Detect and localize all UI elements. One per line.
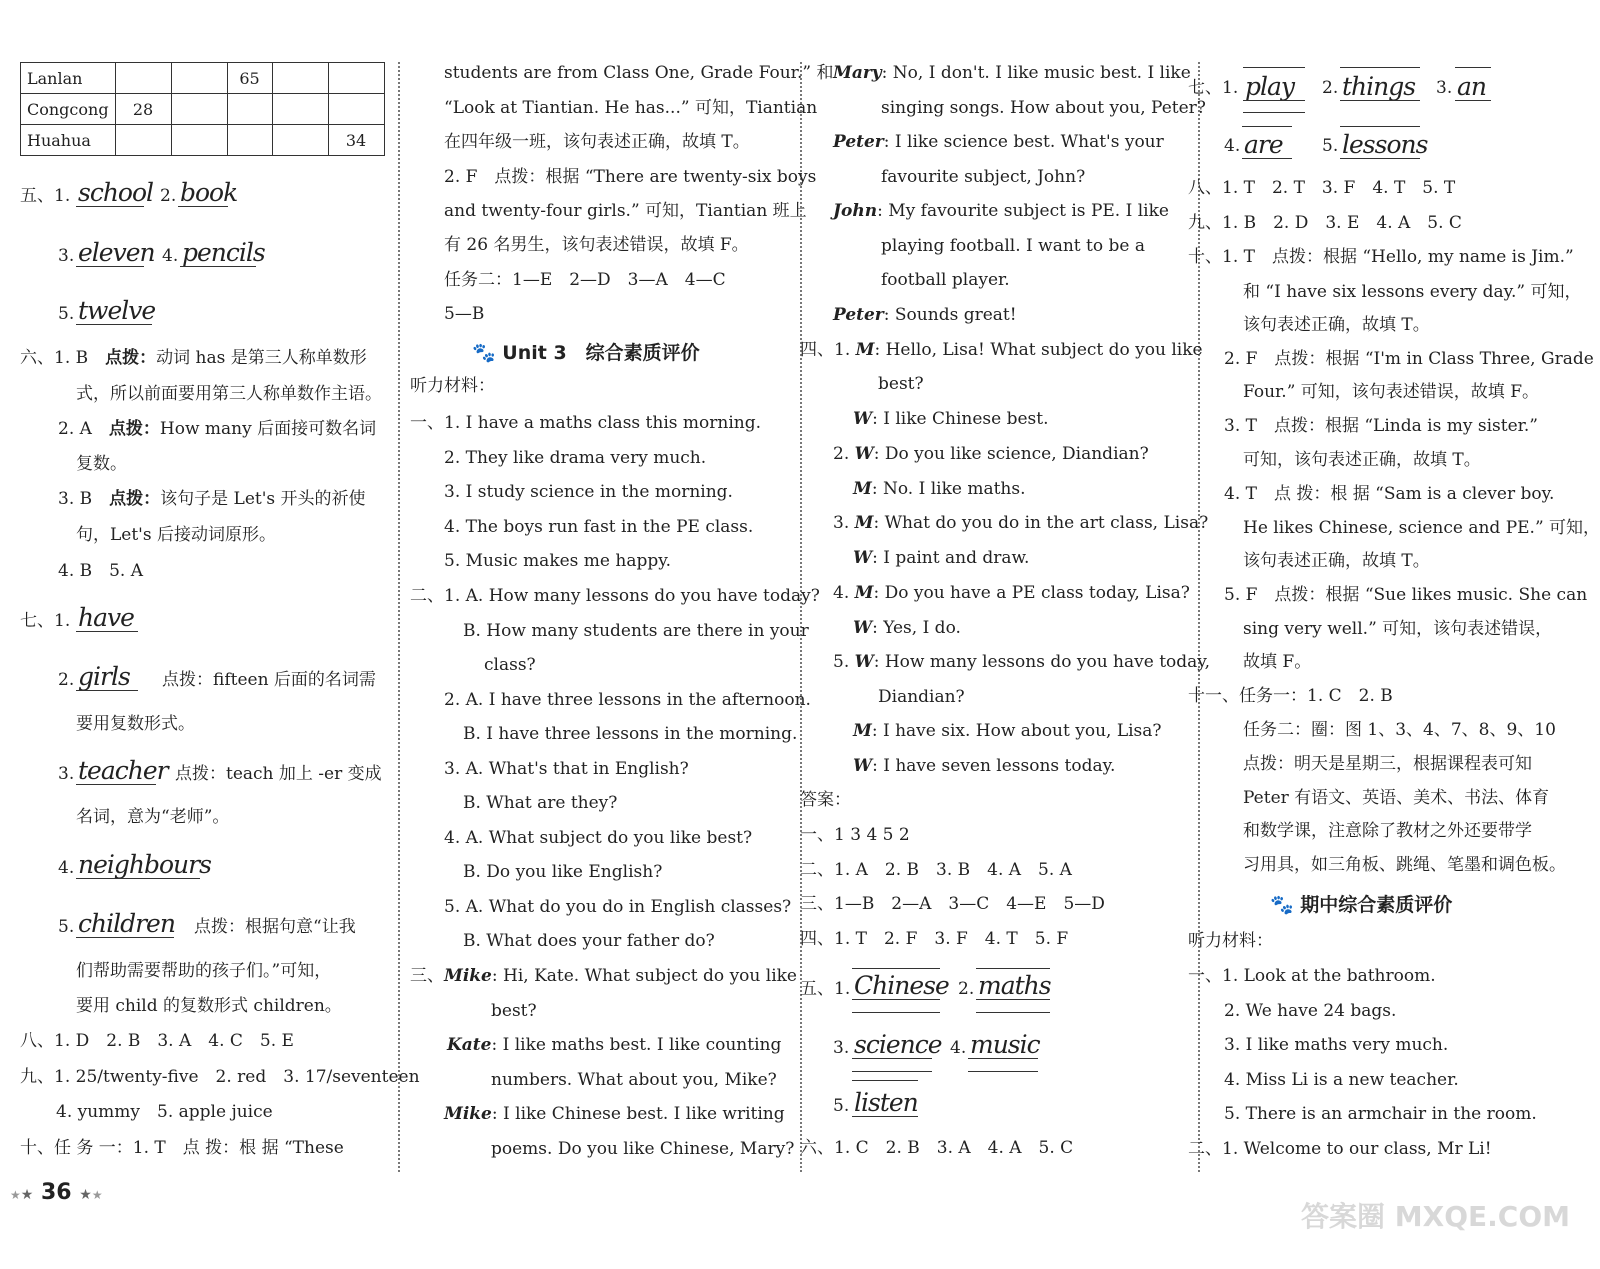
text-line: 2. A 点拨：How many 后面接可数名词 xyxy=(58,419,377,439)
dialog-line: 四、1. M: Hello, Lisa! What subject do you like xyxy=(800,340,1203,360)
handwritten-answer: neighbours xyxy=(78,850,211,879)
table-row xyxy=(21,63,385,94)
text-line: 十一、任务一：1. C 2. B xyxy=(1188,686,1393,706)
dialog-line: favourite subject, John? xyxy=(881,167,1086,187)
text-line: 九、1. B 2. D 3. E 4. A 5. C xyxy=(1188,213,1462,233)
text-line: 4. B 5. A xyxy=(58,561,144,581)
item-number: 4. xyxy=(162,246,179,266)
dialog-line: Peter: Sounds great! xyxy=(833,305,1017,325)
writing-line xyxy=(968,1058,1038,1059)
paw-icon: 🐾 xyxy=(472,342,496,364)
text-line: B. Do you like English? xyxy=(463,862,663,882)
writing-line xyxy=(76,784,156,785)
text-line: 六、1. B 点拨：动词 has 是第三人称单数形 xyxy=(20,348,367,368)
table-cell xyxy=(328,94,384,125)
item-number: 5. xyxy=(58,917,75,937)
text-line: 句，Let's 后接动词原形。 xyxy=(76,525,276,545)
text-line: 4. yummy 5. apple juice xyxy=(56,1102,273,1122)
text-line: B. What are they? xyxy=(463,793,618,813)
writing-line xyxy=(852,1058,932,1059)
dialog-line: 3. M: What do you do in the art class, Lisa? xyxy=(833,513,1209,533)
text-line: 三、1—B 2—A 3—C 4—E 5—D xyxy=(800,894,1105,914)
text-line: 和数学课，注意除了教材之外还要带学 xyxy=(1243,821,1532,841)
text-line: 4. The boys run fast in the PE class. xyxy=(444,517,754,537)
item-number: 5. xyxy=(833,1096,850,1116)
text-line: 一、1 3 4 5 2 xyxy=(800,825,910,845)
dialog-line: football player. xyxy=(881,270,1010,290)
dialog-line: best? xyxy=(491,1001,537,1021)
dialog-line: M: I have six. How about you, Lisa? xyxy=(853,721,1162,741)
score-table xyxy=(20,62,385,156)
item-number: 4. xyxy=(1224,136,1241,156)
text-line: 十、1. T 点拨：根据 “Hello, my name is Jim.” xyxy=(1188,247,1574,267)
section-number: 七、1. xyxy=(20,611,71,631)
writing-line xyxy=(1340,126,1420,127)
writing-line xyxy=(852,968,940,969)
dialog-line: W: I paint and draw. xyxy=(853,548,1030,568)
item-number: 4. xyxy=(950,1038,967,1058)
table-row xyxy=(21,94,385,125)
tip-text: 名词，意为“老师”。 xyxy=(76,807,230,827)
section-heading: 🐾 期中综合素质评价 xyxy=(1270,894,1453,916)
writing-line xyxy=(76,206,144,207)
text-line: 2. We have 24 bags. xyxy=(1224,1001,1397,1021)
column-divider xyxy=(398,62,400,1172)
text-line: 任务二：圈：图 1、3、4、7、8、9、10 xyxy=(1243,720,1556,740)
table-cell: Congcong xyxy=(21,94,116,125)
handwritten-answer: school xyxy=(78,178,154,207)
text-line: 3. A. What's that in English? xyxy=(444,759,689,779)
text-line: Peter 有语文、英语、美术、书法、体育 xyxy=(1243,788,1550,808)
writing-line xyxy=(76,324,152,325)
text-line: 该句表述正确，故填 T。 xyxy=(1243,315,1430,335)
table-cell xyxy=(171,125,227,156)
handwritten-answer: twelve xyxy=(78,296,156,325)
writing-line xyxy=(76,937,174,938)
item-number: 2. xyxy=(1322,78,1339,98)
tip-text: 要用 child 的复数形式 children。 xyxy=(76,996,342,1016)
text-line: 二、1. Welcome to our class, Mr Li! xyxy=(1188,1139,1492,1159)
text-line: 该句表述正确，故填 T。 xyxy=(1243,551,1430,571)
handwritten-answer: music xyxy=(970,1030,1040,1059)
writing-line xyxy=(1243,67,1305,68)
text-line: 和 “I have six lessons every day.” 可知， xyxy=(1243,282,1582,302)
text-line: 听力材料： xyxy=(410,376,495,396)
dialog-line: 4. M: Do you have a PE class today, Lisa? xyxy=(833,583,1190,603)
handwritten-answer: Chinese xyxy=(854,971,949,1000)
handwritten-answer: children xyxy=(78,909,175,938)
text-line: Four.” 可知，该句表述错误，故填 F。 xyxy=(1243,382,1540,402)
text-line: B. I have three lessons in the morning. xyxy=(463,724,798,744)
text-line: 六、1. C 2. B 3. A 4. A 5. C xyxy=(800,1138,1074,1158)
text-line: sing very well.” 可知，该句表述错误， xyxy=(1243,619,1553,639)
dialog-line: poems. Do you like Chinese, Mary? xyxy=(491,1139,795,1159)
handwritten-answer: have xyxy=(78,603,134,632)
text-line: 听力材料： xyxy=(1188,931,1273,951)
star-icon: ★ xyxy=(91,1188,103,1202)
handwritten-answer: lessons xyxy=(1342,130,1428,159)
table-row xyxy=(21,125,385,156)
text-line: and twenty-four girls.” 可知，Tiantian 班上 xyxy=(444,201,807,221)
star-icon: ★ xyxy=(79,1187,92,1203)
section-number: 五、1. xyxy=(800,979,851,999)
page-number: ★★ 36 ★★ xyxy=(10,1180,103,1205)
writing-line xyxy=(180,266,256,267)
text-line: He likes Chinese, science and PE.” 可知， xyxy=(1243,518,1600,538)
text-line: 复数。 xyxy=(76,454,127,474)
text-line: 4. T 点 拨：根 据 “Sam is a clever boy. xyxy=(1224,484,1555,504)
writing-line xyxy=(1455,100,1491,101)
handwritten-answer: teacher xyxy=(78,756,168,785)
writing-line xyxy=(1242,158,1292,159)
table-cell xyxy=(227,94,272,125)
dialog-line: playing football. I want to be a xyxy=(881,236,1145,256)
dialog-line: W: Yes, I do. xyxy=(853,618,961,638)
text-line: 四、1. T 2. F 3. F 4. T 5. F xyxy=(800,929,1069,949)
text-line: 4. A. What subject do you like best? xyxy=(444,828,753,848)
text-line: 十、任 务 一：1. T 点 拨：根 据 “These xyxy=(20,1138,344,1158)
dialog-line: numbers. What about you, Mike? xyxy=(491,1070,777,1090)
text-line: “Look at Tiantian. He has...” 可知，Tiantian xyxy=(444,98,818,118)
writing-line xyxy=(76,631,138,632)
dialog-line: 2. W: Do you like science, Diandian? xyxy=(833,444,1149,464)
text-line: 5. A. What do you do in English classes? xyxy=(444,897,792,917)
text-line: 八、1. T 2. T 3. F 4. T 5. T xyxy=(1188,178,1456,198)
handwritten-answer: things xyxy=(1342,72,1416,101)
item-number: 3. xyxy=(58,246,75,266)
text-line: 3. T 点拨：根据 “Linda is my sister.” xyxy=(1224,416,1538,436)
item-number: 5. xyxy=(1322,136,1339,156)
writing-line xyxy=(76,690,138,691)
text-line: 2. They like drama very much. xyxy=(444,448,707,468)
writing-line xyxy=(178,206,228,207)
dialog-line: best? xyxy=(878,374,924,394)
dialog-line: John: My favourite subject is PE. I like xyxy=(833,201,1169,221)
text-line: B. What does your father do? xyxy=(463,931,715,951)
text-line: students are from Class One, Grade Four.” 和 xyxy=(444,63,834,83)
watermark: 答案圈 MXQE.COM xyxy=(1301,1200,1570,1233)
text-line: 任务二：1—E 2—D 3—A 4—C xyxy=(444,270,726,290)
dialog-line: Mike: I like Chinese best. I like writing xyxy=(444,1104,785,1124)
section-heading: 🐾 Unit 3 综合素质评价 xyxy=(472,342,700,364)
table-cell xyxy=(272,63,328,94)
text-line: 八、1. D 2. B 3. A 4. C 5. E xyxy=(20,1031,294,1051)
writing-line xyxy=(76,266,144,267)
tip-text: 点拨：fifteen 后面的名词需 xyxy=(162,670,376,690)
writing-line xyxy=(852,1116,918,1117)
text-line: 答案： xyxy=(800,790,851,810)
star-icon: ★ xyxy=(10,1188,21,1202)
section-number: 五、1. xyxy=(20,186,71,206)
writing-line xyxy=(1242,126,1292,127)
dialog-line: singing songs. How about you, Peter? xyxy=(881,98,1206,118)
writing-line xyxy=(976,999,1050,1000)
table-cell: 34 xyxy=(328,125,384,156)
text-line: 二、1. A. How many lessons do you have today? xyxy=(410,586,820,606)
text-line: 3. I study science in the morning. xyxy=(444,482,733,502)
handwritten-answer: book xyxy=(180,178,238,207)
text-line: 5. Music makes me happy. xyxy=(444,551,671,571)
writing-line xyxy=(76,878,200,879)
handwritten-answer: girls xyxy=(78,662,130,691)
table-cell xyxy=(272,125,328,156)
text-line: B. How many students are there in your xyxy=(463,621,809,641)
dialog-line: Kate: I like maths best. I like counting xyxy=(447,1035,782,1055)
text-line: 故填 F。 xyxy=(1243,652,1312,672)
item-number: 3. xyxy=(58,764,75,784)
handwritten-answer: are xyxy=(1244,130,1283,159)
handwritten-answer: play xyxy=(1245,72,1295,101)
writing-line xyxy=(976,968,1050,969)
writing-line xyxy=(852,1080,918,1081)
text-line: 式，所以前面要用第三人称单数作主语。 xyxy=(76,384,382,404)
text-line: 2. A. I have three lessons in the afternoon. xyxy=(444,690,811,710)
writing-line xyxy=(1455,67,1491,68)
writing-line xyxy=(976,1012,1050,1013)
dialog-line: W: I like Chinese best. xyxy=(853,409,1049,429)
writing-line xyxy=(1340,158,1420,159)
text-line: 3. B 点拨：该句子是 Let's 开头的祈使 xyxy=(58,489,366,509)
tip-text: 们帮助需要帮助的孩子们。”可知， xyxy=(76,961,332,981)
text-line: 可知，该句表述正确，故填 T。 xyxy=(1243,450,1481,470)
item-number: 4. xyxy=(58,858,75,878)
writing-line xyxy=(1243,100,1305,101)
dialog-line: 三、Mike: Hi, Kate. What subject do you like xyxy=(410,966,797,986)
text-line: 5—B xyxy=(444,304,485,324)
table-cell xyxy=(171,63,227,94)
table-cell xyxy=(272,94,328,125)
section-number: 七、1. xyxy=(1188,78,1239,98)
handwritten-answer: an xyxy=(1457,72,1487,101)
text-line: 点拨：明天是星期三，根据课程表可知 xyxy=(1243,754,1532,774)
text-line: 二、1. A 2. B 3. B 4. A 5. A xyxy=(800,860,1072,880)
column-divider xyxy=(800,62,802,1172)
dialog-line: W: I have seven lessons today. xyxy=(853,756,1116,776)
table-cell xyxy=(115,125,171,156)
text-line: 一、1. Look at the bathroom. xyxy=(1188,966,1436,986)
tip-text: 点拨：teach 加上 -er 变成 xyxy=(175,764,382,784)
writing-line xyxy=(968,1071,1038,1072)
dialog-line: Diandian? xyxy=(878,687,965,707)
dialog-line: Peter: I like science best. What's your xyxy=(833,132,1164,152)
handwritten-answer: pencils xyxy=(182,238,265,267)
item-number: 5. xyxy=(58,304,75,324)
item-number: 2. xyxy=(958,979,975,999)
table-cell: 28 xyxy=(115,94,171,125)
table-cell xyxy=(328,63,384,94)
writing-line xyxy=(1340,67,1420,68)
dialog-line: M: No. I like maths. xyxy=(853,479,1026,499)
table-cell xyxy=(171,94,227,125)
text-line: 在四年级一班，该句表述正确，故填 T。 xyxy=(444,132,750,152)
text-line: 有 26 名男生，该句表述错误，故填 F。 xyxy=(444,235,749,255)
dialog-line: 5. W: How many lessons do you have today, xyxy=(833,652,1211,672)
star-icon: ★ xyxy=(20,1187,34,1203)
table-cell xyxy=(227,125,272,156)
text-line: 九、1. 25/twenty-five 2. red 3. 17/seventeen xyxy=(20,1067,420,1087)
text-line: 3. I like maths very much. xyxy=(1224,1035,1449,1055)
handwritten-answer: science xyxy=(854,1030,942,1059)
text-line: class? xyxy=(484,655,536,675)
item-number: 3. xyxy=(833,1038,850,1058)
table-cell: Lanlan xyxy=(21,63,116,94)
handwritten-answer: listen xyxy=(854,1088,918,1117)
text-line: 2. F 点拨：根据 “I'm in Class Three, Grade xyxy=(1224,349,1594,369)
text-line: 一、1. I have a maths class this morning. xyxy=(410,413,761,433)
dialog-line: Mary: No, I don't. I like music best. I like xyxy=(833,63,1191,83)
paw-icon: 🐾 xyxy=(1270,894,1294,916)
writing-line xyxy=(1340,100,1420,101)
item-number: 3. xyxy=(1436,78,1453,98)
handwritten-answer: eleven xyxy=(78,238,155,267)
writing-line xyxy=(1243,112,1305,113)
tip-text: 要用复数形式。 xyxy=(76,714,195,734)
writing-line xyxy=(852,1071,932,1072)
handwritten-answer: maths xyxy=(978,971,1051,1000)
table-cell xyxy=(115,63,171,94)
table-cell: 65 xyxy=(227,63,272,94)
writing-line xyxy=(852,999,940,1000)
item-number: 2. xyxy=(160,186,177,206)
item-number: 2. xyxy=(58,670,75,690)
text-line: 5. There is an armchair in the room. xyxy=(1224,1104,1537,1124)
tip-text: 点拨：根据句意“让我 xyxy=(194,917,356,937)
writing-line xyxy=(852,1012,940,1013)
text-line: 2. F 点拨：根据 “There are twenty-six boys xyxy=(444,167,817,187)
table-cell: Huahua xyxy=(21,125,116,156)
text-line: 4. Miss Li is a new teacher. xyxy=(1224,1070,1459,1090)
text-line: 习用具，如三角板、跳绳、笔墨和调色板。 xyxy=(1243,855,1566,875)
text-line: 5. F 点拨：根据 “Sue likes music. She can xyxy=(1224,585,1588,605)
